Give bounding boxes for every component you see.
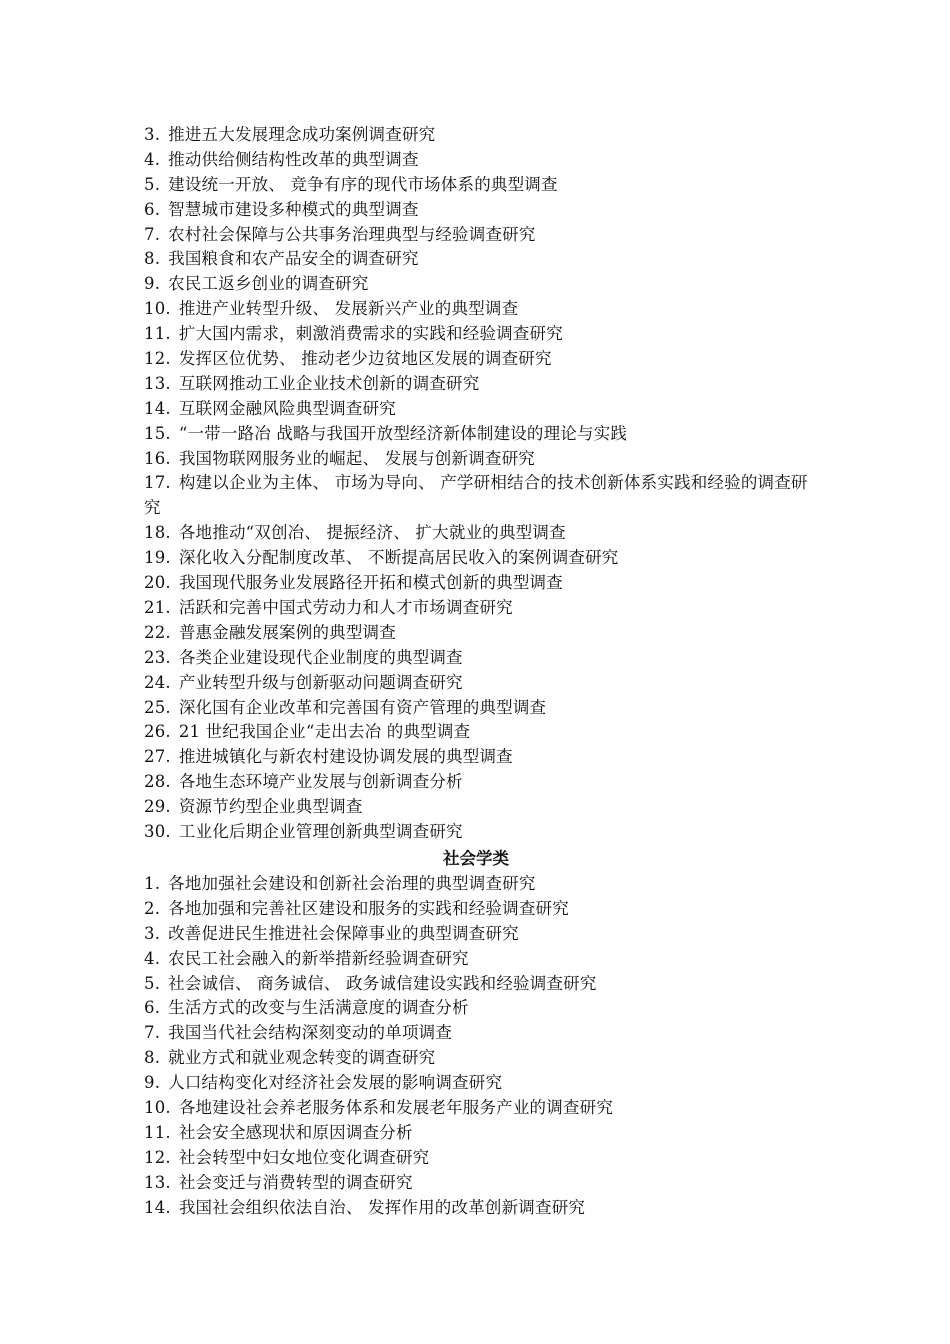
list-item: 10. 推进产业转型升级、 发展新兴产业的典型调查 — [144, 299, 519, 319]
list-item: 25. 深化国有企业改革和完善国有资产管理的典型调查 — [144, 697, 547, 717]
list-item: 2. 各地加强和完善社区建设和服务的实践和经验调查研究 — [144, 898, 569, 918]
list-item: 10. 各地建设社会养老服务体系和发展老年服务产业的调查研究 — [144, 1098, 614, 1118]
list-item: 28. 各地生态环境产业发展与创新调查分析 — [144, 772, 463, 792]
list-item: 7. 我国当代社会结构深刻变动的单项调查 — [144, 1023, 453, 1043]
list-item: 20. 我国现代服务业发展路径开拓和模式创新的典型调查 — [144, 573, 563, 593]
list-item: 11. 社会安全感现状和原因调查分析 — [144, 1122, 413, 1142]
list-item: 4. 农民工社会融入的新举措新经验调查研究 — [144, 948, 469, 968]
list-item: 21. 活跃和完善中国式劳动力和人才市场调查研究 — [144, 597, 513, 617]
list-item: 16. 我国物联网服务业的崛起、 发展与创新调查研究 — [144, 448, 535, 468]
list-item: 1. 各地加强社会建设和创新社会治理的典型调查研究 — [144, 874, 536, 893]
list-item: 23. 各类企业建设现代企业制度的典型调查 — [144, 647, 463, 667]
section-title: 社会学类 — [443, 849, 509, 868]
list-item: 13. 互联网推动工业企业技术创新的调查研究 — [144, 373, 480, 393]
sociology-topic-list — [144, 872, 824, 1220]
list-item: 13. 社会变迁与消费转型的调查研究 — [144, 1172, 413, 1192]
list-item: 14. 互联网金融风险典型调查研究 — [144, 398, 396, 418]
list-item: 9. 农民工返乡创业的调查研究 — [144, 274, 369, 294]
list-item: 6. 智慧城市建设多种模式的典型调查 — [144, 199, 419, 219]
list-item: 26. 21 世纪我国企业“走出去冶 的典型调查 — [144, 722, 471, 742]
list-item: 8. 我国粮食和农产品安全的调查研究 — [144, 249, 419, 269]
list-item: 11. 扩大国内需求，刺激消费需求的实践和经验调查研究 — [144, 324, 563, 344]
list-item: 22. 普惠金融发展案例的典型调查 — [144, 622, 396, 642]
list-item: 29. 资源节约型企业典型调查 — [144, 797, 363, 817]
list-item: 5. 建设统一开放、 竞争有序的现代市场体系的典型调查 — [144, 174, 558, 194]
list-item: 6. 生活方式的改变与生活满意度的调查分析 — [144, 998, 469, 1018]
list-item: 15. “一带一路冶 战略与我国开放型经济新体制建设的理论与实践 — [144, 423, 628, 443]
list-item: 18. 各地推动“双创冶、 提振经济、 扩大就业的典型调查 — [144, 523, 566, 543]
list-item: 3. 改善促进民生推进社会保障事业的典型调查研究 — [144, 923, 519, 943]
list-item: 30. 工业化后期企业管理创新典型调查研究 — [144, 821, 463, 841]
list-item: 8. 就业方式和就业观念转变的调查研究 — [144, 1048, 436, 1068]
list-item: 7. 农村社会保障与公共事务治理典型与经验调查研究 — [144, 224, 536, 244]
list-item: 24. 产业转型升级与创新驱动问题调查研究 — [144, 672, 463, 692]
list-item: 14. 我国社会组织依法自治、 发挥作用的改革创新调查研究 — [144, 1197, 586, 1217]
list-item: 19. 深化收入分配制度改革、 不断提高居民收入的案例调查研究 — [144, 548, 619, 568]
list-item: 9. 人口结构变化对经济社会发展的影响调查研究 — [144, 1073, 503, 1093]
list-item: 12. 社会转型中妇女地位变化调查研究 — [144, 1147, 430, 1167]
list-item: 4. 推动供给侧结构性改革的典型调查 — [144, 149, 419, 169]
list-item: 27. 推进城镇化与新农村建设协调发展的典型调查 — [144, 747, 513, 767]
economics-topic-list — [144, 123, 824, 845]
list-item: 12. 发挥区位优势、 推动老少边贫地区发展的调查研究 — [144, 349, 552, 369]
list-item: 17. 构建以企业为主体、 市场为导向、 产学研相结合的技术创新体系实践和经验的调查研究 — [144, 473, 808, 518]
list-item: 3. 推进五大发展理念成功案例调查研究 — [144, 125, 436, 144]
list-item: 5. 社会诚信、 商务诚信、 政务诚信建设实践和经验调查研究 — [144, 973, 597, 993]
